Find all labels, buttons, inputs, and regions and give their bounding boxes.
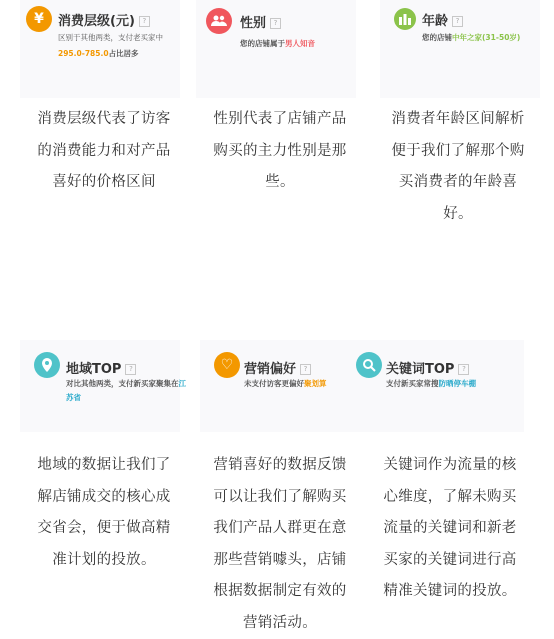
card-subtext: 支付新买家常搜防晒停车棚 (386, 379, 476, 388)
location-pin-icon (34, 352, 60, 378)
card-subtext: 您的店铺属于男人知音 (240, 39, 315, 48)
search-icon (356, 352, 382, 378)
help-icon[interactable]: ? (270, 18, 281, 29)
card-subtext: 对比其他两类，支付新买家聚集在江 (66, 379, 186, 388)
yen-icon: ¥ (26, 6, 52, 32)
card-marketing-preference (200, 340, 360, 432)
help-icon[interactable]: ? (300, 364, 311, 375)
description-age: 消费者年龄区间解析 便于我们了解那个购 买消费者的年龄喜 好。 (391, 111, 525, 222)
card-subtext-value: 295.0-785.0占比居多 (58, 49, 139, 58)
card-title: 关键词TOP ? (386, 358, 469, 377)
card-title: 性别 ? (240, 12, 281, 31)
card-title: 营销偏好 ? (244, 358, 311, 377)
help-icon[interactable]: ? (125, 364, 136, 375)
card-subtext: 您的店铺中年之家(31-50岁) (422, 33, 521, 42)
description-region: 地域的数据让我们了 解店铺成交的核心成 交省会，便于做高精 准计划的投放。 (37, 457, 171, 568)
card-subtext-cont: 苏省 (66, 393, 81, 402)
help-icon[interactable]: ? (458, 364, 469, 375)
help-icon[interactable]: ? (139, 16, 150, 27)
card-title: 年龄 ? (422, 10, 463, 29)
description-consumption-level: 消费层级代表了访客 的消费能力和对产品 喜好的价格区间 (37, 111, 171, 190)
card-title: 消费层级(元) ? (58, 10, 150, 29)
card-consumption-level (20, 0, 180, 98)
heart-icon: ♡ (214, 352, 240, 378)
card-age (380, 0, 540, 98)
card-gender (196, 0, 356, 98)
family-icon (394, 8, 416, 30)
help-icon[interactable]: ? (452, 16, 463, 27)
card-region-top (20, 340, 186, 432)
description-marketing: 营销喜好的数据反馈 可以让我们了解购买 我们产品人群更在意 那些营销噱头，店铺 根据数据制定有效的 营销活动。 (213, 457, 347, 631)
card-keyword-top (352, 340, 524, 432)
card-subtext: 区别于其他两类，支付老买家中 (58, 33, 163, 42)
card-subtext: 未支付访客更偏好聚划算 (244, 379, 327, 388)
description-gender: 性别代表了店铺产品 购买的主力性别是那 些。 (213, 111, 347, 190)
description-keyword: 关键词作为流量的核 心维度，了解未购买 流量的关键词和新老 买家的关键词进行高 精准关键词的投放。 (383, 457, 517, 599)
people-icon (206, 8, 232, 34)
card-title: 地域TOP ? (66, 358, 136, 377)
